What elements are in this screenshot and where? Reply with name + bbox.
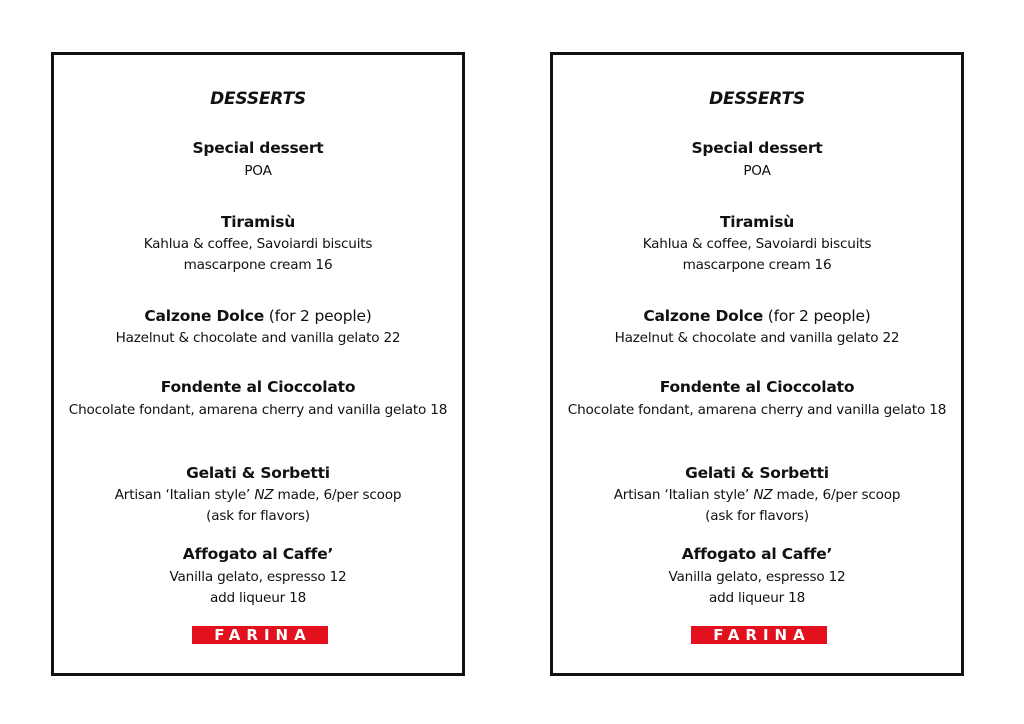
item-desc-fondente: Chocolate fondant, amarena cherry and vanilla gelato 18: [567, 402, 947, 418]
item-desc-gelati-2: (ask for flavors): [705, 508, 809, 524]
item-name-calzone-suffix: (for 2 people): [264, 307, 372, 325]
item-name-affogato: Affogato al Caffe’: [182, 545, 334, 563]
item-desc-special-dessert: POA: [244, 163, 272, 179]
item-desc-affogato-2: add liqueur 18: [209, 590, 307, 606]
farina-logo-text: FARINA: [713, 625, 811, 644]
item-name-tiramisu: Tiramisù: [719, 213, 795, 231]
item-name-special-dessert: Special dessert: [192, 139, 324, 157]
item-name-calzone-suffix: (for 2 people): [763, 307, 871, 325]
item-desc-special-dessert: POA: [743, 163, 771, 179]
item-name-fondente: Fondente al Cioccolato: [160, 378, 356, 396]
item-desc-tiramisu-2: mascarpone cream 16: [183, 257, 333, 273]
item-desc-affogato-1: Vanilla gelato, espresso 12: [169, 569, 347, 585]
farina-logo: [691, 626, 827, 644]
gelati-desc-part-nz: NZ: [753, 487, 773, 503]
item-name-calzone-main: Calzone Dolce: [643, 307, 764, 325]
item-name-calzone-main: Calzone Dolce: [144, 307, 265, 325]
item-name-calzone-dolce: [553, 309, 961, 325]
item-desc-gelati-1: [54, 489, 462, 503]
gelati-desc-part-nz: NZ: [254, 487, 274, 503]
menu-card-right: [550, 52, 964, 676]
gelati-desc-part-1: Artisan ‘Italian style’: [114, 487, 255, 503]
gelati-desc-part-1: Artisan ‘Italian style’: [613, 487, 754, 503]
item-desc-affogato-1: Vanilla gelato, espresso 12: [668, 569, 846, 585]
item-name-gelati: Gelati & Sorbetti: [685, 464, 829, 482]
farina-logo: [192, 626, 328, 644]
item-desc-tiramisu-1: Kahlua & coffee, Savoiardi biscuits: [143, 236, 373, 252]
gelati-desc-part-2: made, 6/per scoop: [273, 487, 402, 503]
item-desc-fondente: Chocolate fondant, amarena cherry and vanilla gelato 18: [68, 402, 448, 418]
item-desc-tiramisu-2: mascarpone cream 16: [682, 257, 832, 273]
gelati-desc-part-2: made, 6/per scoop: [772, 487, 901, 503]
farina-logo-text: FARINA: [214, 625, 312, 644]
item-desc-tiramisu-1: Kahlua & coffee, Savoiardi biscuits: [642, 236, 872, 252]
item-name-special-dessert: Special dessert: [691, 139, 823, 157]
item-desc-gelati-1: [553, 489, 961, 503]
menu-title: DESSERTS: [709, 89, 805, 109]
item-desc-calzone-dolce: Hazelnut & chocolate and vanilla gelato 22: [115, 330, 401, 346]
item-desc-affogato-2: add liqueur 18: [708, 590, 806, 606]
item-name-affogato: Affogato al Caffe’: [681, 545, 833, 563]
menu-title: DESSERTS: [210, 89, 306, 109]
item-desc-calzone-dolce: Hazelnut & chocolate and vanilla gelato 22: [614, 330, 900, 346]
item-name-fondente: Fondente al Cioccolato: [659, 378, 855, 396]
item-name-gelati: Gelati & Sorbetti: [186, 464, 330, 482]
menu-card-left: [51, 52, 465, 676]
item-desc-gelati-2: (ask for flavors): [206, 508, 310, 524]
item-name-tiramisu: Tiramisù: [220, 213, 296, 231]
item-name-calzone-dolce: [54, 309, 462, 325]
